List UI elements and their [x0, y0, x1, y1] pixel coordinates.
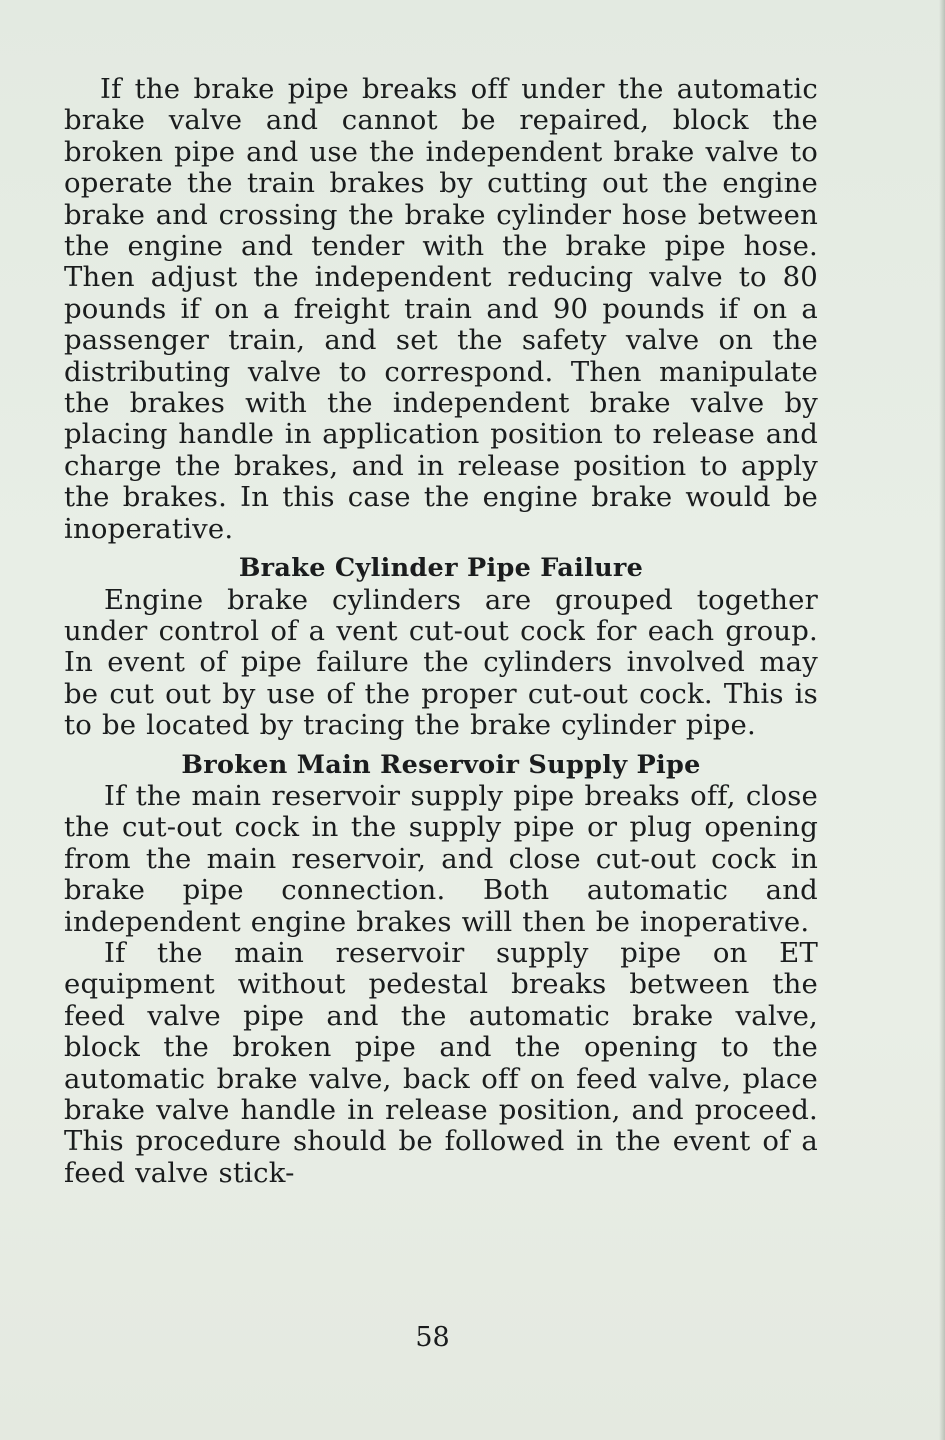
paragraph-brake-pipe-break: If the brake pipe breaks off under the automatic brake valve and cannot be repaired, block the broken pipe and use the independent brake valve to operate the train brakes by cutting out the engine brake and crossing the brake cylinder hose between the engine and tender with the brake pipe hose. Then adjust the independent reducing valve to 80 pounds if on a freight train and 90 pounds if on a passenger train, and set the safety valve on the distributing valve to correspond. Then manipulate the brakes with the independent brake valve by placing handle in application position to release and charge the brakes, and in release position to apply the brakes. In this case the engine brake would be inoperative. — [64, 73, 818, 545]
page-number: 58 — [415, 1322, 450, 1353]
heading-broken-main-reservoir-supply-pipe: Broken Main Reservoir Supply Pipe — [181, 749, 701, 780]
heading-brake-cylinder-pipe-failure: Brake Cylinder Pipe Failure — [238, 553, 644, 584]
paragraph-brake-cylinders: Engine brake cylinders are grouped together under control of a vent cut-out cock for each group. In event of pipe failure the cylinders involved may be cut out by use of the proper cut-out cock. This is to be located by tracing the brake cylinder pipe. — [64, 583, 818, 742]
paragraph-supply-pipe-breaks: If the main reservoir supply pipe breaks off, close the cut-out cock in the supply pipe or plug opening from the main reservoir, and close cut-out cock in brake pipe connection. Both automatic and independent engine brakes will then be inoperative. — [64, 779, 818, 938]
paragraph-et-equipment: If the main reservoir supply pipe on ET equipment without pedestal breaks between the feed valve pipe and the automatic brake valve, block the broken pipe and the opening to the automatic brake valve, back off on feed valve, place brake valve handle in release position, and proceed. This procedure should be followed in the event of a feed valve stick- — [64, 936, 818, 1189]
page-text — [64, 74, 818, 1189]
